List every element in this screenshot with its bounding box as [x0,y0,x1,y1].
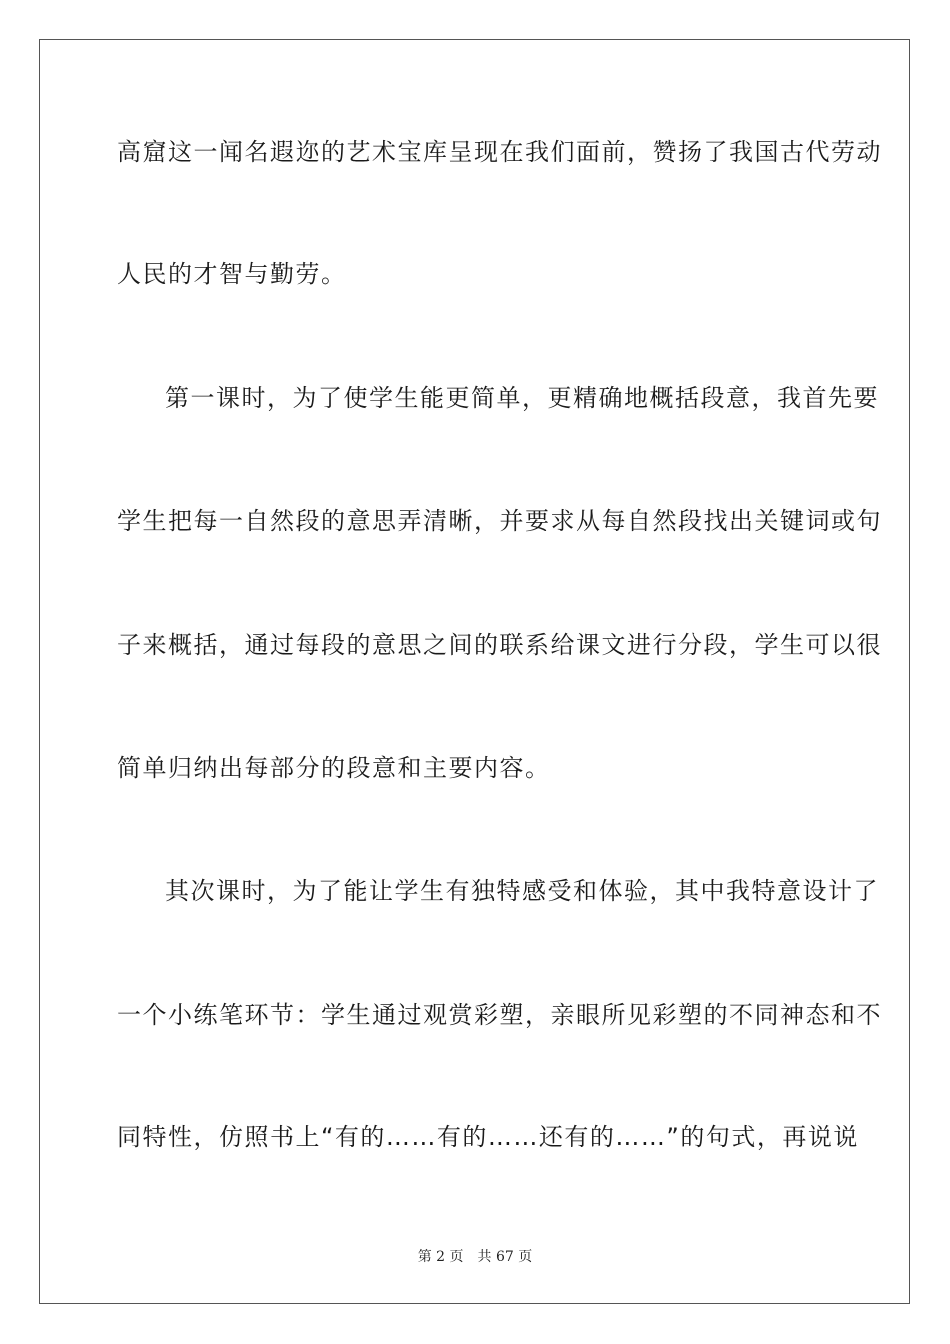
text-line: 高窟这一闻名遐迩的艺术宝库呈现在我们面前，赞扬了我国古代劳动 [117,138,882,166]
text-line: 人民的才智与勤劳。 [117,260,347,288]
text-line-indented: 其次课时，为了能让学生有独特感受和体验，其中我特意设计了 [165,877,879,905]
text-line: 学生把每一自然段的意思弄清晰，并要求从每自然段找出关键词或句 [117,507,882,535]
page-number: 第 2 页 [417,1249,464,1265]
text-line-indented: 第一课时，为了使学生能更简单，更精确地概括段意，我首先要 [165,384,879,412]
text-line: 子来概括，通过每段的意思之间的联系给课文进行分段，学生可以很 [117,631,882,659]
text-line: 简单归纳出每部分的段意和主要内容。 [117,754,551,782]
page-total: 共 67 页 [477,1249,533,1265]
text-line: 一个小练笔环节：学生通过观赏彩塑，亲眼所见彩塑的不同神态和不 [117,1001,882,1029]
page-footer [0,1246,950,1266]
text-line: 同特性，仿照书上“有的……有的……还有的……”的句式，再说说 [117,1123,859,1151]
page-frame [39,39,910,1304]
